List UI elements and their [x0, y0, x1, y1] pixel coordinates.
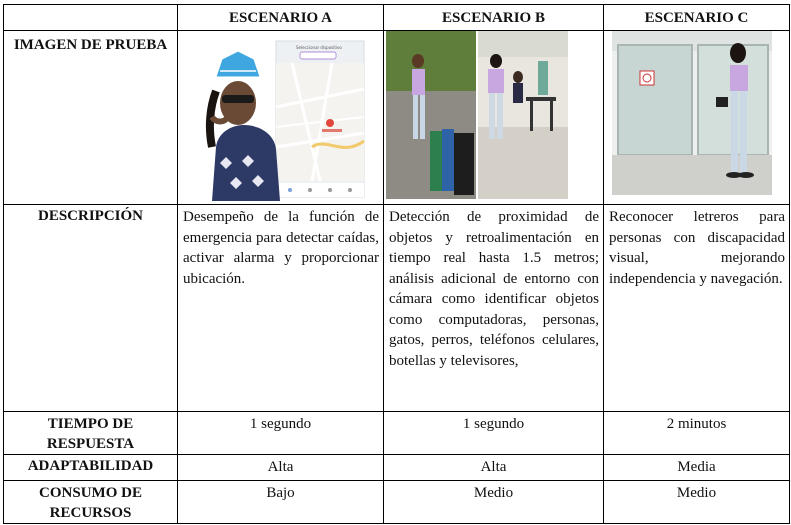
adaptabilidad-a: Alta	[178, 455, 384, 481]
row-label-consumo: CONSUMO DE RECURSOS	[4, 481, 178, 524]
scenario-a-image	[192, 37, 370, 201]
row-label-imagen: IMAGEN DE PRUEBA	[4, 31, 178, 205]
adaptabilidad-b: Alta	[384, 455, 604, 481]
consumo-a: Bajo	[178, 481, 384, 524]
row-label-tiempo: TIEMPO DE RESPUESTA	[4, 412, 178, 455]
consumo-c: Medio	[604, 481, 790, 524]
tiempo-c: 2 minutos	[604, 412, 790, 455]
adaptabilidad-c: Media	[604, 455, 790, 481]
image-cell-b	[384, 31, 604, 205]
column-header-a: ESCENARIO A	[178, 5, 384, 31]
scenario-c-image	[612, 31, 772, 195]
description-c: Reconocer letreros para personas con discapacidad visual, mejorando independencia y navegación.	[604, 205, 790, 412]
comparison-table	[3, 4, 790, 524]
image-row	[4, 31, 790, 205]
image-cell-a	[178, 31, 384, 205]
row-label-adaptabilidad: ADAPTABILIDAD	[4, 455, 178, 481]
description-b: Detección de proximidad de objetos y retroalimentación en tiempo real hasta 1.5 metros; análisis adicional de entorno con cámara como identificar objetos como computadoras, personas, gatos, perros, teléfonos celulares, botellas y televisores,	[384, 205, 604, 412]
description-a: Desempeño de la función de emergencia para detectar caídas, activar alarma y proporcionar ubicación.	[178, 205, 384, 412]
adaptabilidad-row	[4, 455, 790, 481]
column-header-b: ESCENARIO B	[384, 5, 604, 31]
image-cell-c	[604, 31, 790, 205]
consumo-b: Medio	[384, 481, 604, 524]
column-header-c: ESCENARIO C	[604, 5, 790, 31]
tiempo-row	[4, 412, 790, 455]
header-row	[4, 5, 790, 31]
svg-text:Seleccionar dispositivo: Seleccionar dispositivo	[296, 45, 342, 50]
consumo-row	[4, 481, 790, 524]
row-label-descripcion: DESCRIPCIÓN	[4, 205, 178, 412]
scenario-b-image	[386, 31, 568, 199]
description-row	[4, 205, 790, 412]
tiempo-b: 1 segundo	[384, 412, 604, 455]
tiempo-a: 1 segundo	[178, 412, 384, 455]
corner-cell	[4, 5, 178, 31]
